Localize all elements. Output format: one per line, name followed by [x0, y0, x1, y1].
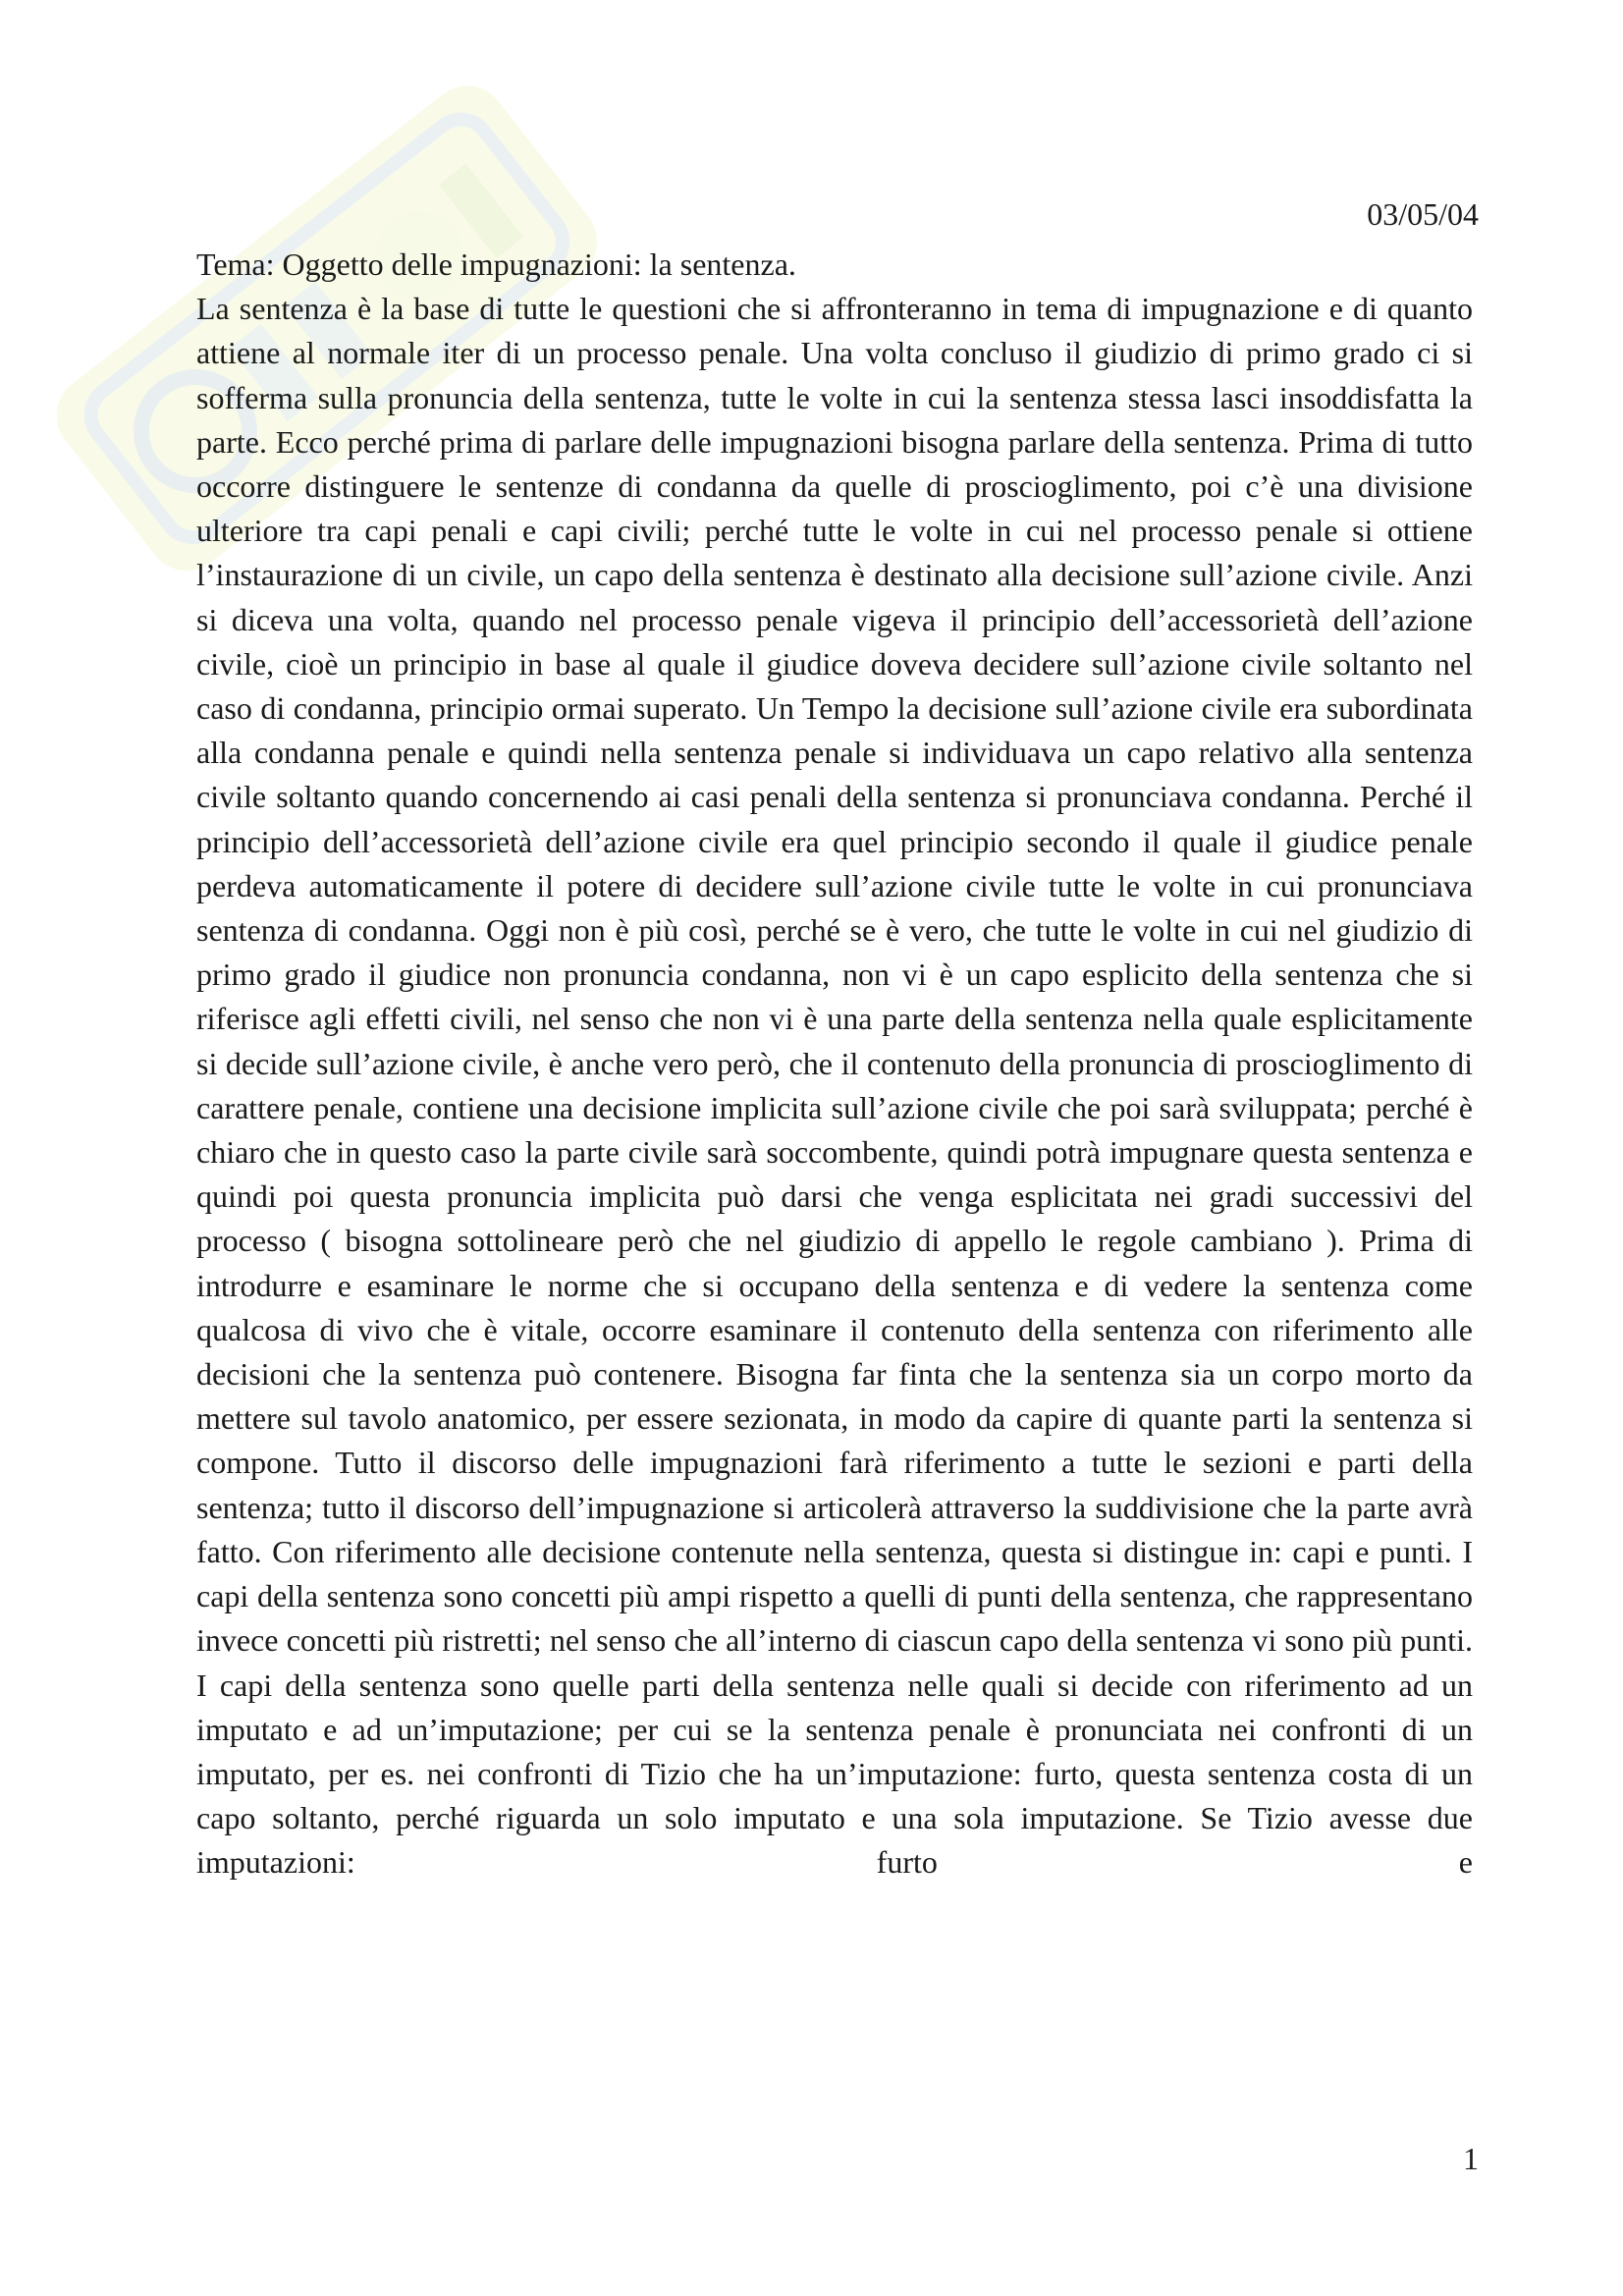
page-number: 1 [1463, 2141, 1479, 2176]
document-body: La sentenza è la base di tutte le questioni che si affronteranno in tema di impugnazione e di quanto attiene al normale iter di un processo penale. Una volta concluso il giudizio di primo grado ci si sofferma sulla pronuncia della sentenza, tutte le volte in cui la sentenza stessa lasci insoddisfatta la parte. Ecco perché prima di parlare delle impugnazioni bisogna parlare della sentenza. Prima di tutto occorre distinguere le sentenze di condanna da quelle di proscioglimento, poi c’è una divisione ulteriore tra capi penali e capi civili; perché tutte le volte in cui nel processo penale si ottiene l’instaurazione di un civile, un capo della sentenza è destinato alla decisione sull’azione civile. Anzi si diceva una volta, quando nel processo penale vigeva il principio dell’accessorietà dell’azione civile, cioè un principio in base al quale il giudice doveva decidere sull’azione civile soltanto nel caso di condanna, principio ormai superato. Un Tempo la decisione sull’azione civile era subordinata alla condanna penale e quindi nella sentenza penale si individuava un capo relativo alla sentenza civile soltanto quando concernendo ai casi penali della sentenza si pronunciava condanna. Perché il principio dell’accessorietà dell’azione civile era quel principio secondo il quale il giudice penale perdeva automaticamente il potere di decidere sull’azione civile tutte le volte in cui pronunciava sentenza di condanna. Oggi non è più così, perché se è vero, che tutte le volte in cui nel giudizio di primo grado il giudice non pronuncia condanna, non vi è un capo esplicito della sentenza che si riferisce agli effetti civili, nel senso che non vi è una parte della sentenza nella quale esplicitamente si decide sull’azione civile, è anche vero però, che il contenuto della pronuncia di proscioglimento di carattere penale, contiene una decisione implicita sull’azione civile che poi sarà sviluppata; perché è chiaro che in questo caso la parte civile sarà soccombente, quindi potrà impugnare questa sentenza e quindi poi questa pronuncia implicita può darsi che venga esplicitata nei gradi successivi del processo ( bisogna sottolineare però che nel giudizio di appello le regole cambiano ). Prima di introdurre e esaminare le norme che si occupano della sentenza e di vedere la sentenza come qualcosa di vivo che è vitale, occorre esaminare il contenuto della sentenza con riferimento alle decisioni che la sentenza può contenere. Bisogna far finta che la sentenza sia un corpo morto da mettere sul tavolo anatomico, per essere sezionata, in modo da capire di quante parti la sentenza si compone. Tutto il discorso delle impugnazioni farà riferimento a tutte le sezioni e parti della sentenza; tutto il discorso dell’impugnazione si articolerà attraverso la suddivisione che la parte avrà fatto. Con riferimento alle decisione contenute nella sentenza, questa si distingue in: capi e punti. I capi della sentenza sono concetti più ampi rispetto a quelli di punti della sentenza, che rappresentano invece concetti più ristretti; nel senso che all’interno di ciascun capo della sentenza vi sono più punti. I capi della sentenza sono quelle parti della sentenza nelle quali si decide con riferimento ad un imputato e ad un’imputazione; per cui se la sentenza penale è pronunciata nei confronti di un imputato, per es. nei confronti di Tizio che ha un’imputazione: furto, questa sentenza costa di un capo soltanto, perché riguarda un solo imputato e una sola imputazione. Se Tizio avesse due imputazioni: furto e [196, 291, 1473, 1881]
document-date: 03/05/04 [1367, 196, 1479, 232]
document-content [196, 243, 1473, 1886]
document-title: Tema: Oggetto delle impugnazioni: la sentenza. [196, 246, 796, 282]
